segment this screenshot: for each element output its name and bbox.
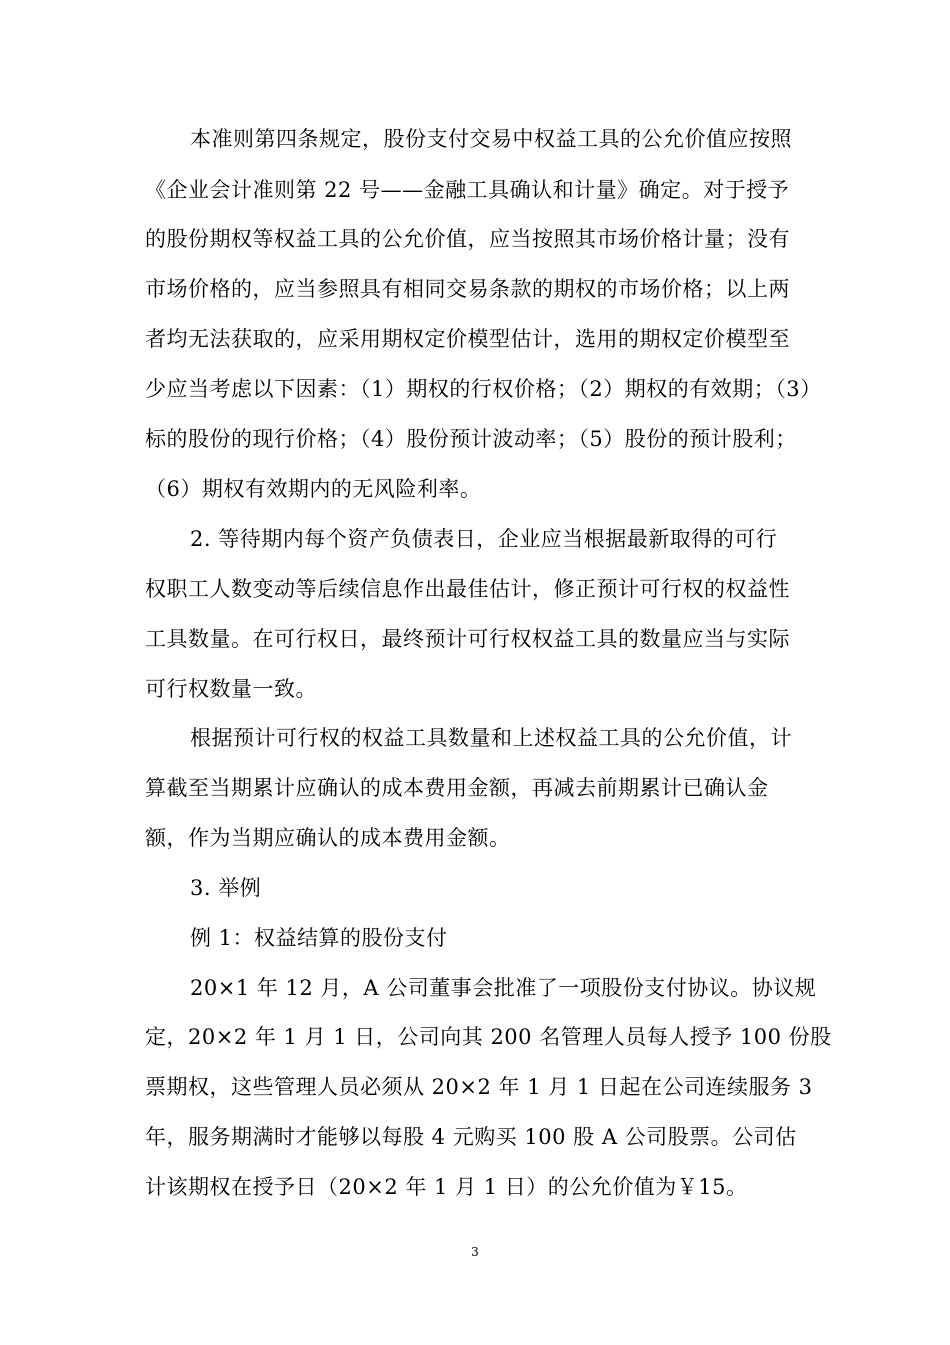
example-title: 例 1：权益结算的股份支付: [190, 926, 448, 950]
paragraph-1-line-1: 本准则第四条规定，股份支付交易中权益工具的公允价值应按照: [190, 127, 792, 151]
page-number: 3: [471, 1245, 479, 1259]
paragraph-1-line-7: 标的股份的现行价格；（4）股份预计波动率；（5）股份的预计股利；: [145, 427, 797, 451]
paragraph-1-line-2: 《企业会计准则第 22 号——金融工具确认和计量》确定。对于授予: [145, 178, 790, 202]
paragraph-1-line-5: 者均无法获取的，应采用期权定价模型估计，选用的期权定价模型至: [145, 327, 790, 351]
paragraph-2-line-1: 2. 等待期内每个资产负债表日，企业应当根据最新取得的可行: [190, 527, 778, 551]
paragraph-6-line-4: 年，服务期满时才能够以每股 4 元购买 100 股 A 公司股票。公司估: [145, 1125, 797, 1149]
paragraph-2-line-2: 权职工人数变动等后续信息作出最佳估计，修正预计可行权的权益性: [145, 577, 790, 601]
paragraph-6-line-3: 票期权，这些管理人员必须从 20×2 年 1 月 1 日起在公司连续服务 3: [145, 1075, 813, 1099]
paragraph-2-line-3: 工具数量。在可行权日，最终预计可行权权益工具的数量应当与实际: [145, 627, 790, 651]
paragraph-2-line-4: 可行权数量一致。: [145, 677, 317, 701]
paragraph-1-line-6: 少应当考虑以下因素：（1）期权的行权价格；（2）期权的有效期；（3）: [145, 377, 822, 401]
paragraph-3-line-2: 算截至当期累计应确认的成本费用金额，再减去前期累计已确认金: [145, 776, 769, 800]
paragraph-3-line-1: 根据预计可行权的权益工具数量和上述权益工具的公允价值，计: [190, 726, 792, 750]
paragraph-1-line-4: 市场价格的，应当参照具有相同交易条款的期权的市场价格；以上两: [145, 277, 790, 301]
paragraph-1-line-3: 的股份期权等权益工具的公允价值，应当按照其市场价格计量；没有: [145, 227, 790, 251]
paragraph-3-line-3: 额，作为当期应确认的成本费用金额。: [145, 826, 511, 850]
paragraph-6-line-1: 20×1 年 12 月，A 公司董事会批准了一项股份支付协议。协议规: [190, 976, 817, 1000]
section-heading-example: 3. 举例: [190, 876, 262, 900]
paragraph-6-line-5: 计该期权在授予日（20×2 年 1 月 1 日）的公允价值为￥15。: [145, 1175, 748, 1199]
paragraph-6-line-2: 定，20×2 年 1 月 1 日，公司向其 200 名管理人员每人授予 100 份股: [145, 1025, 832, 1049]
paragraph-1-line-8: （6）期权有效期内的无风险利率。: [145, 477, 482, 501]
